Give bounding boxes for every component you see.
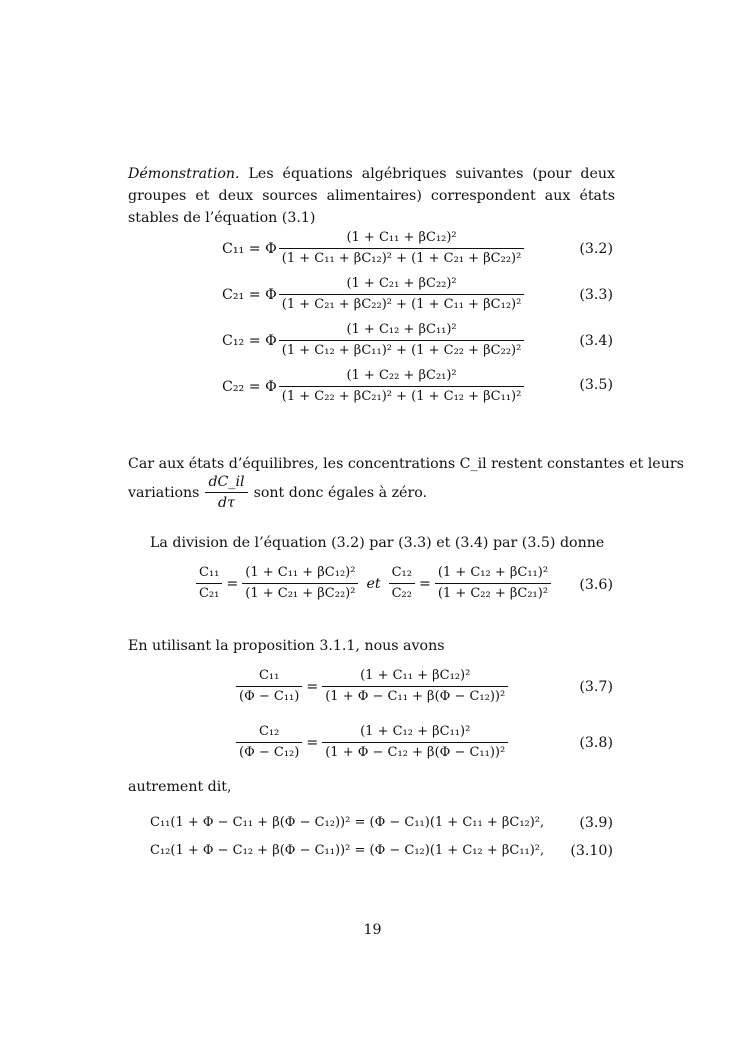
variations-word: variations bbox=[128, 484, 200, 501]
page-number: 19 bbox=[363, 922, 382, 938]
eq-tag-3-6: (3.6) bbox=[579, 577, 613, 593]
derivative-fraction bbox=[205, 472, 247, 513]
eq-lhs: C₁₂ = Φ bbox=[222, 332, 277, 349]
denominator: (1 + C₁₂ + βC₁₁)² + (1 + C₂₂ + βC₂₂)² bbox=[281, 343, 522, 358]
eq-lhs: C₁₁ = Φ bbox=[222, 240, 277, 257]
ratio-expression-1 bbox=[242, 563, 358, 604]
numerator: (1 + C₂₁ + βC₂₂)² bbox=[279, 274, 525, 295]
ratio-c11-c21 bbox=[196, 563, 222, 604]
denominator: C₂₁ bbox=[199, 586, 220, 601]
eq-tag-3-4: (3.4) bbox=[579, 333, 613, 349]
equation-3-5 bbox=[222, 366, 524, 407]
proof-label: Démonstration. bbox=[128, 166, 240, 182]
numerator: (1 + C₁₁ + βC₁₂)² bbox=[322, 666, 508, 687]
equation-3-9: C₁₁(1 + Φ − C₁₁ + β(Φ − C₁₂))² = (Φ − C₁₁)(1 + C₁₁ + βC₁₂)², bbox=[150, 815, 545, 830]
equation-3-8: $\frac{\text{C₁₂}}{\text{(Φ − C₁₂)}}$ = $\frac{\text{(1 + C₁₂ + βC₁₁)²}}{\text{(1 + Φ − C₁₂ + β(Φ − C₁₁))²}}$ bbox=[236, 722, 508, 763]
denominator: (1 + C₂₂ + βC₂₁)² + (1 + C₁₂ + βC₁₁)² bbox=[281, 389, 522, 404]
ratio-expression-2 bbox=[435, 563, 551, 604]
rhs-fraction bbox=[322, 666, 508, 707]
denominator: (1 + Φ − C₁₂ + β(Φ − C₁₁))² bbox=[325, 745, 506, 760]
eq-fraction bbox=[279, 228, 525, 269]
lhs-fraction bbox=[236, 722, 302, 763]
eq-tag-3-9: (3.9) bbox=[579, 815, 613, 831]
eq-lhs: C₂₂ = Φ bbox=[222, 378, 277, 395]
numerator: C₁₁ bbox=[196, 563, 222, 584]
eq-tag-3-7: (3.7) bbox=[579, 679, 613, 695]
eq-fraction bbox=[279, 366, 525, 407]
car-paragraph-line2 bbox=[128, 472, 427, 513]
eq-lhs: C₂₁ = Φ bbox=[222, 286, 277, 303]
denominator: (1 + C₂₂ + βC₂₁)² bbox=[437, 586, 549, 601]
denominator: (Φ − C₁₁) bbox=[239, 689, 300, 704]
proof-paragraph bbox=[128, 163, 615, 229]
numerator: C₁₁ bbox=[236, 666, 302, 687]
denominator: (Φ − C₁₂) bbox=[239, 745, 300, 760]
eq-tag-3-5: (3.5) bbox=[579, 377, 613, 393]
zero-text: sont donc égales à zéro. bbox=[253, 484, 428, 501]
numerator: dC_il bbox=[205, 472, 247, 493]
denominator: (1 + C₁₁ + βC₁₂)² + (1 + C₂₁ + βC₂₂)² bbox=[281, 251, 522, 266]
equation-3-6: $\frac{\text{C₁₁}}{\text{C₂₁}}$ = $\frac{\text{(1 + C₁₁ + βC₁₂)²}}{\text{(1 + C₂₁ + βC₂₂)²}}$ et $\frac{\text{C₁₂}}{\text{C₂₂}}$ = $\frac{\text{(1 + C₁₂ + βC₁₁)²}}{\text{(1 + C₂₂ + βC₂₁)²}}$ bbox=[196, 563, 551, 604]
numerator: C₁₂ bbox=[389, 563, 415, 584]
equation-3-4 bbox=[222, 320, 524, 361]
denominator: (1 + C₂₁ + βC₂₂)² bbox=[245, 586, 356, 601]
eq-tag-3-10: (3.10) bbox=[570, 843, 613, 859]
numerator: (1 + C₁₂ + βC₁₁)² bbox=[279, 320, 525, 341]
proposition-text: En utilisant la proposition 3.1.1, nous avons bbox=[128, 638, 445, 654]
equation-3-2 bbox=[222, 228, 524, 269]
et-word: et bbox=[366, 575, 381, 592]
equation-3-3 bbox=[222, 274, 524, 315]
equation-3-10: C₁₂(1 + Φ − C₁₂ + β(Φ − C₁₁))² = (Φ − C₁₂)(1 + C₁₂ + βC₁₁)², bbox=[150, 843, 545, 858]
equation-3-7: $\frac{\text{C₁₁}}{\text{(Φ − C₁₁)}}$ = $\frac{\text{(1 + C₁₁ + βC₁₂)²}}{\text{(1 + Φ − C₁₁ + β(Φ − C₁₂))²}}$ bbox=[236, 666, 508, 707]
numerator: (1 + C₁₂ + βC₁₁)² bbox=[322, 722, 508, 743]
numerator: (1 + C₁₂ + βC₁₁)² bbox=[435, 563, 551, 584]
autrement-text: autrement dit, bbox=[128, 779, 232, 795]
lhs-fraction bbox=[236, 666, 302, 707]
ratio-c12-c22 bbox=[389, 563, 415, 604]
eq-tag-3-2: (3.2) bbox=[579, 241, 613, 257]
numerator: (1 + C₂₂ + βC₂₁)² bbox=[279, 366, 525, 387]
division-text: La division de l’équation (3.2) par (3.3) et (3.4) par (3.5) donne bbox=[150, 535, 605, 551]
eq-fraction bbox=[279, 320, 525, 361]
eq-fraction bbox=[279, 274, 525, 315]
rhs-fraction bbox=[322, 722, 508, 763]
numerator: (1 + C₁₁ + βC₁₂)² bbox=[279, 228, 525, 249]
car-paragraph-line1: Car aux états d’équilibres, les concentrations C_il restent constantes et leurs bbox=[128, 456, 684, 472]
denominator: (1 + C₂₁ + βC₂₂)² + (1 + C₁₁ + βC₁₂)² bbox=[281, 297, 522, 312]
eq-tag-3-3: (3.3) bbox=[579, 287, 613, 303]
numerator: (1 + C₁₁ + βC₁₂)² bbox=[242, 563, 358, 584]
denominator: dτ bbox=[218, 495, 235, 511]
denominator: (1 + Φ − C₁₁ + β(Φ − C₁₂))² bbox=[325, 689, 506, 704]
numerator: C₁₂ bbox=[236, 722, 302, 743]
eq-tag-3-8: (3.8) bbox=[579, 735, 613, 751]
denominator: C₂₂ bbox=[391, 586, 412, 601]
proof-text: Les équations algébriques suivantes (pour deux groupes et deux sources alimentaires) correspondent aux états stables de l’équation (3.1) bbox=[128, 166, 615, 226]
